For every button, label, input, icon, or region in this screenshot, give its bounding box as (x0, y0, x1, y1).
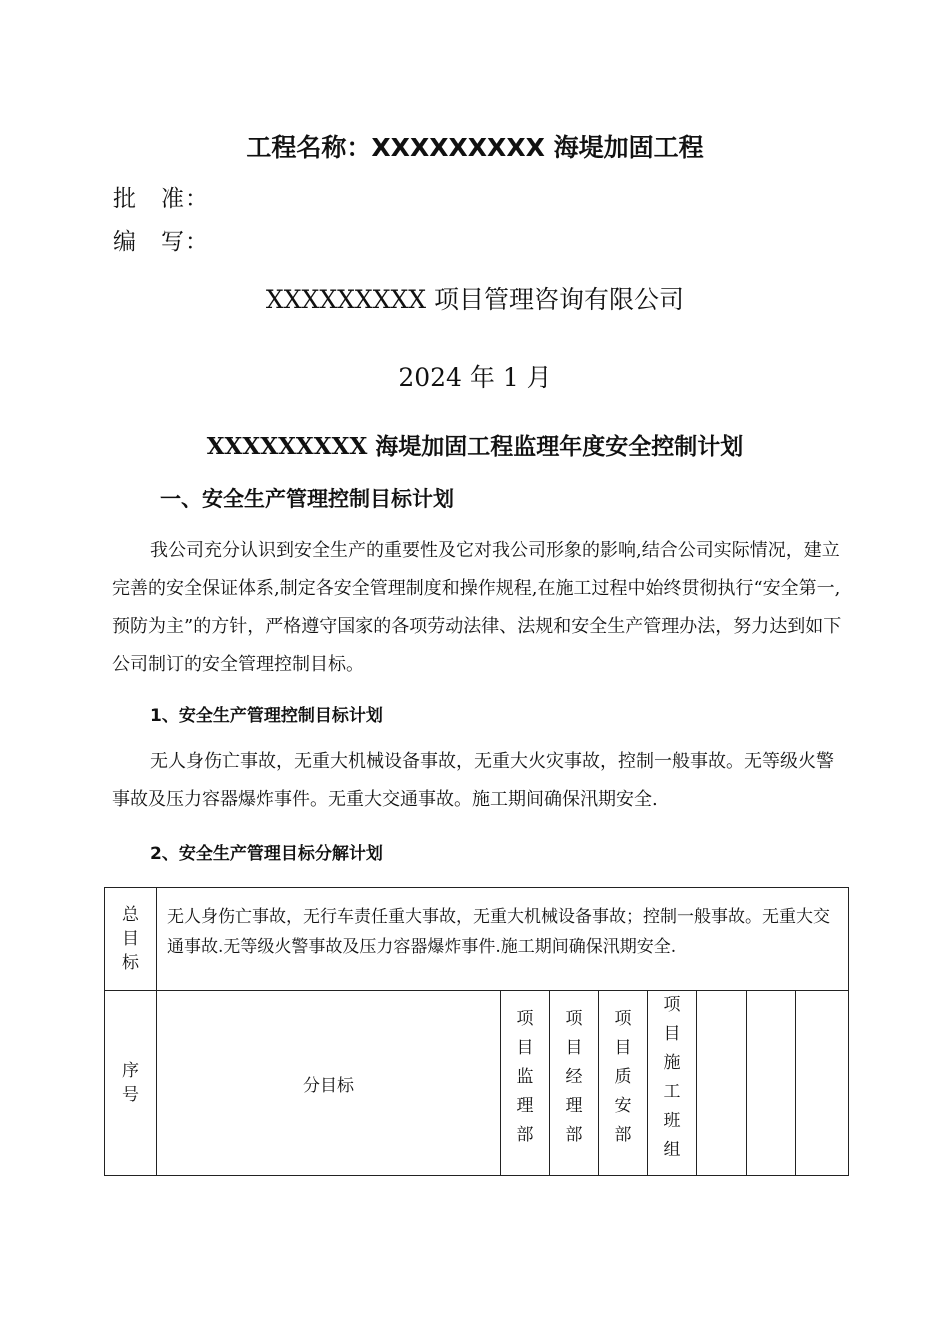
col-blank-3 (796, 991, 849, 1176)
total-goal-text: 无人身伤亡事故，无行车责任重大事故，无重大机械设备事故；控制一般事故。无重大交通事故.无等级火警事故及压力容器爆炸事件.施工期间确保汛期安全. (157, 888, 849, 991)
subsection-heading-2: 2、安全生产管理目标分解计划 (150, 844, 383, 864)
intro-paragraph: 我公司充分认识到安全生产的重要性及它对我公司形象的影响,结合公司实际情况，建立完善的安全保证体系,制定各安全管理制度和操作规程,在施工过程中始终贯彻执行“安全第一,预防为主”的方针，严格遵守国家的各项劳动法律、法规和安全生产管理办法，努力达到如下公司制订的安全管理控制目标。 (112, 540, 842, 675)
write-label: 编 写： (113, 229, 209, 255)
subsection-paragraph-1: 无人身伤亡事故，无重大机械设备事故，无重大火灾事故，控制一般事故。无等级火警事故及压力容器爆炸事件。无重大交通事故。施工期间确保汛期安全. (112, 751, 834, 810)
total-goal-label: 总目标 (122, 905, 139, 973)
goal-breakdown-table (104, 887, 849, 1176)
col-quality-header: 项目质安部 (614, 1009, 632, 1145)
col-blank-1 (697, 991, 747, 1176)
project-title: 工程名称：XXXXXXXXX 海堤加固工程 (246, 133, 704, 162)
col-team-header: 项目施工班组 (663, 995, 681, 1160)
document-title: XXXXXXXXX 海堤加固工程监理年度安全控制计划 (206, 433, 744, 460)
col-manager-cell (550, 991, 599, 1176)
document-date: 2024 年 1 月 (398, 363, 552, 392)
col-supervision-cell (501, 991, 550, 1176)
table-row (105, 888, 849, 991)
col-blank-2 (747, 991, 796, 1176)
col-team-cell (648, 991, 697, 1176)
subsection-heading-1: 1、安全生产管理控制目标计划 (150, 706, 383, 726)
col-quality-cell (599, 991, 648, 1176)
total-goal-label-cell (105, 888, 157, 991)
col-manager-header: 项目经理部 (565, 1009, 583, 1145)
subgoal-header: 分目标 (157, 991, 501, 1176)
col-supervision-header: 项目监理部 (516, 1009, 534, 1145)
seq-header: 序号 (122, 1061, 139, 1105)
section-heading: 一、安全生产管理控制目标计划 (160, 487, 454, 511)
approve-label: 批 准： (113, 186, 209, 212)
company-name: XXXXXXXXX 项目管理咨询有限公司 (265, 285, 685, 314)
seq-header-cell (105, 991, 157, 1176)
table-row (105, 991, 849, 1176)
